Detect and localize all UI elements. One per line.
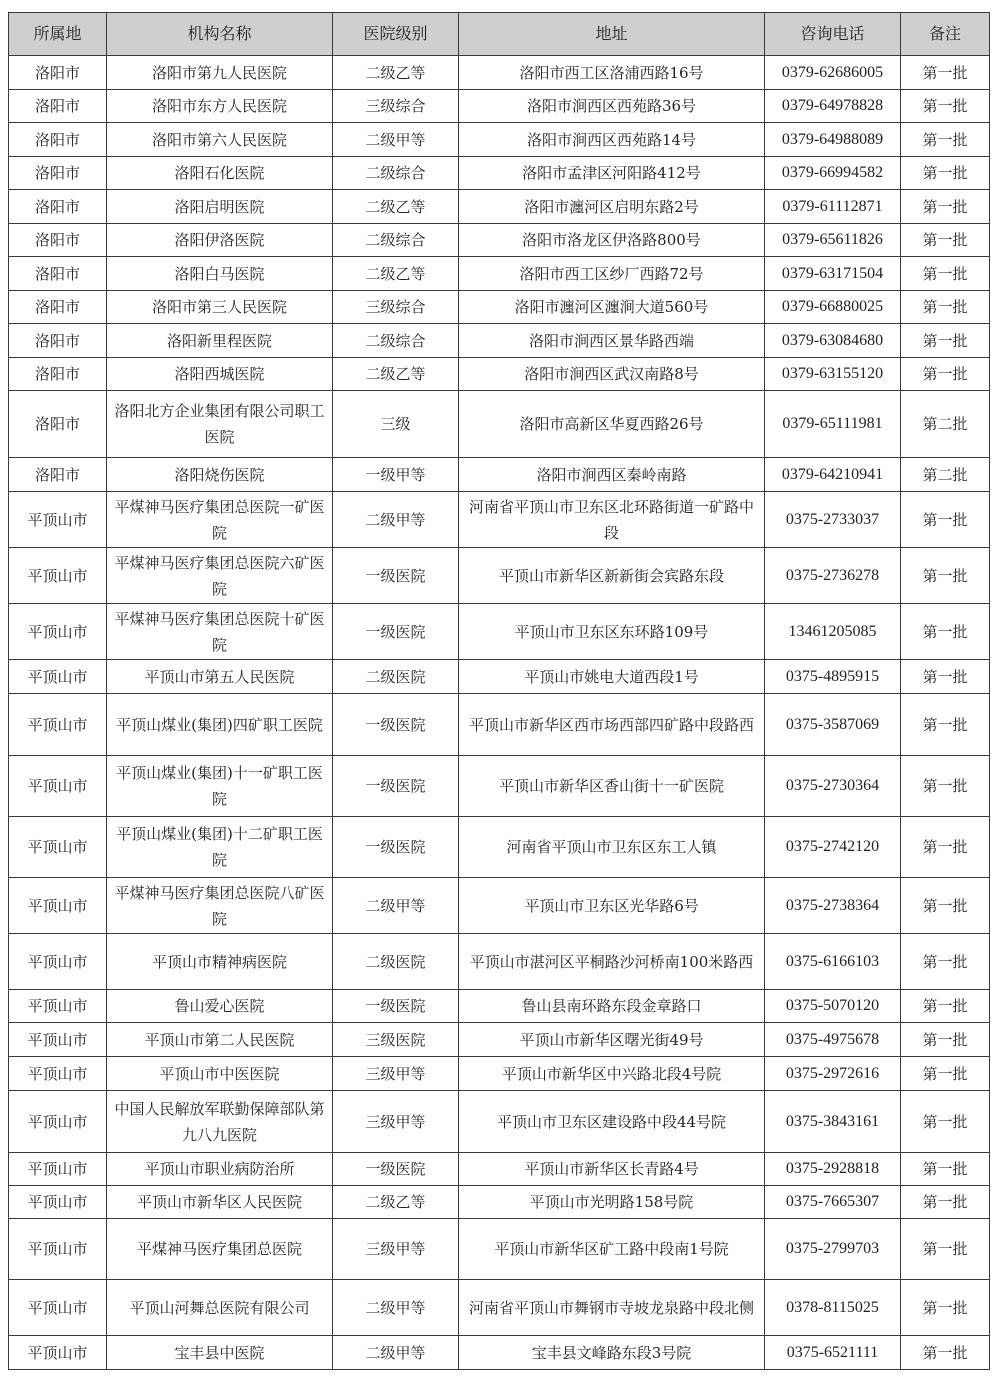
- cell-institution-name: 洛阳石化医院: [107, 157, 333, 190]
- cell-remark: 第一批: [901, 358, 990, 391]
- cell-institution-name: 平顶山市精神病医院: [107, 934, 333, 990]
- header-address: 地址: [459, 13, 765, 56]
- cell-address: 洛阳市涧西区西苑路36号: [459, 90, 765, 123]
- cell-address: 洛阳市涧西区西苑路14号: [459, 123, 765, 157]
- cell-address: 洛阳市高新区华夏西路26号: [459, 391, 765, 458]
- table-row: [9, 358, 990, 391]
- cell-remark: 第一批: [901, 1186, 990, 1219]
- cell-region: 平顶山市: [9, 492, 107, 548]
- cell-region: 平顶山市: [9, 1153, 107, 1186]
- cell-remark: 第一批: [901, 1091, 990, 1153]
- cell-region: 平顶山市: [9, 1280, 107, 1336]
- table-row: [9, 990, 990, 1023]
- cell-institution-name: 洛阳白马医院: [107, 257, 333, 291]
- table-row: [9, 157, 990, 190]
- cell-hospital-level: 二级乙等: [333, 1186, 459, 1219]
- cell-phone: 0375-2738364: [765, 878, 901, 934]
- cell-address: 河南省平顶山市舞钢市寺坡龙泉路中段北侧: [459, 1280, 765, 1336]
- cell-institution-name: 洛阳北方企业集团有限公司职工医院: [107, 391, 333, 458]
- cell-institution-name: 平顶山市第二人民医院: [107, 1023, 333, 1057]
- table-row: [9, 257, 990, 291]
- cell-remark: 第一批: [901, 1336, 990, 1370]
- cell-phone: 0375-4895915: [765, 660, 901, 694]
- cell-hospital-level: 二级甲等: [333, 1280, 459, 1336]
- cell-institution-name: 平煤神马医疗集团总医院十矿医院: [107, 604, 333, 660]
- cell-institution-name: 平顶山市中医医院: [107, 1057, 333, 1091]
- cell-address: 平顶山市新华区西市场西部四矿路中段路西: [459, 694, 765, 756]
- cell-hospital-level: 二级甲等: [333, 1336, 459, 1370]
- cell-region: 洛阳市: [9, 224, 107, 257]
- cell-region: 平顶山市: [9, 694, 107, 756]
- cell-address: 洛阳市西工区纱厂西路72号: [459, 257, 765, 291]
- table-row: [9, 694, 990, 756]
- cell-remark: 第一批: [901, 660, 990, 694]
- cell-address: 平顶山市新华区矿工路中段南1号院: [459, 1219, 765, 1280]
- cell-remark: 第一批: [901, 324, 990, 358]
- cell-hospital-level: 二级甲等: [333, 878, 459, 934]
- cell-hospital-level: 三级甲等: [333, 1057, 459, 1091]
- hospital-list-document: [8, 12, 989, 1370]
- cell-remark: 第一批: [901, 157, 990, 190]
- cell-address: 洛阳市洛龙区伊洛路800号: [459, 224, 765, 257]
- cell-hospital-level: 二级乙等: [333, 56, 459, 90]
- cell-address: 鲁山县南环路东段金章路口: [459, 990, 765, 1023]
- table-row: [9, 1186, 990, 1219]
- cell-phone: 0375-2733037: [765, 492, 901, 548]
- cell-institution-name: 平顶山煤业(集团)十二矿职工医院: [107, 817, 333, 878]
- cell-hospital-level: 一级医院: [333, 694, 459, 756]
- cell-hospital-level: 三级: [333, 391, 459, 458]
- cell-region: 平顶山市: [9, 756, 107, 817]
- table-row: [9, 817, 990, 878]
- cell-region: 洛阳市: [9, 257, 107, 291]
- cell-hospital-level: 二级乙等: [333, 257, 459, 291]
- cell-remark: 第一批: [901, 224, 990, 257]
- cell-phone: 0379-63155120: [765, 358, 901, 391]
- cell-institution-name: 中国人民解放军联勤保障部队第九八九医院: [107, 1091, 333, 1153]
- cell-remark: 第一批: [901, 190, 990, 224]
- cell-remark: 第一批: [901, 878, 990, 934]
- cell-region: 平顶山市: [9, 1186, 107, 1219]
- cell-hospital-level: 一级甲等: [333, 458, 459, 492]
- cell-hospital-level: 二级综合: [333, 324, 459, 358]
- cell-institution-name: 洛阳市第三人民医院: [107, 291, 333, 324]
- cell-phone: 0379-63084680: [765, 324, 901, 358]
- table-row: [9, 458, 990, 492]
- cell-hospital-level: 三级综合: [333, 90, 459, 123]
- table-row: [9, 1091, 990, 1153]
- cell-region: 平顶山市: [9, 878, 107, 934]
- cell-remark: 第二批: [901, 391, 990, 458]
- table-row: [9, 756, 990, 817]
- cell-institution-name: 洛阳西城医院: [107, 358, 333, 391]
- cell-region: 洛阳市: [9, 324, 107, 358]
- cell-region: 洛阳市: [9, 90, 107, 123]
- cell-phone: 0375-2742120: [765, 817, 901, 878]
- cell-phone: 0375-3587069: [765, 694, 901, 756]
- cell-address: 平顶山市新华区中兴路北段4号院: [459, 1057, 765, 1091]
- cell-hospital-level: 一级医院: [333, 1153, 459, 1186]
- cell-phone: 0375-5070120: [765, 990, 901, 1023]
- hospital-table: [8, 12, 990, 1370]
- cell-hospital-level: 三级甲等: [333, 1219, 459, 1280]
- cell-institution-name: 洛阳伊洛医院: [107, 224, 333, 257]
- cell-phone: 0375-6521111: [765, 1336, 901, 1370]
- header-institution-name: 机构名称: [107, 13, 333, 56]
- cell-address: 平顶山市新华区新新街会宾路东段: [459, 548, 765, 604]
- cell-region: 平顶山市: [9, 990, 107, 1023]
- table-row: [9, 1280, 990, 1336]
- cell-address: 平顶山市湛河区平桐路沙河桥南100米路西: [459, 934, 765, 990]
- cell-remark: 第一批: [901, 1023, 990, 1057]
- cell-phone: 0378-8115025: [765, 1280, 901, 1336]
- cell-remark: 第一批: [901, 1057, 990, 1091]
- table-row: [9, 878, 990, 934]
- cell-phone: 0375-3843161: [765, 1091, 901, 1153]
- cell-address: 河南省平顶山市卫东区东工人镇: [459, 817, 765, 878]
- cell-institution-name: 洛阳市第九人民医院: [107, 56, 333, 90]
- cell-institution-name: 平煤神马医疗集团总医院一矿医院: [107, 492, 333, 548]
- cell-address: 洛阳市涧西区秦岭南路: [459, 458, 765, 492]
- cell-institution-name: 平顶山河舞总医院有限公司: [107, 1280, 333, 1336]
- cell-address: 洛阳市涧西区景华路西端: [459, 324, 765, 358]
- cell-region: 平顶山市: [9, 660, 107, 694]
- header-remark: 备注: [901, 13, 990, 56]
- cell-remark: 第一批: [901, 123, 990, 157]
- cell-institution-name: 平煤神马医疗集团总医院八矿医院: [107, 878, 333, 934]
- cell-phone: 0375-2972616: [765, 1057, 901, 1091]
- cell-phone: 0379-66880025: [765, 291, 901, 324]
- table-row: [9, 1336, 990, 1370]
- cell-region: 平顶山市: [9, 1091, 107, 1153]
- cell-phone: 0379-64988089: [765, 123, 901, 157]
- cell-phone: 0379-64978828: [765, 90, 901, 123]
- table-row: [9, 660, 990, 694]
- table-row: [9, 934, 990, 990]
- cell-phone: 0379-66994582: [765, 157, 901, 190]
- cell-address: 平顶山市新华区香山街十一矿医院: [459, 756, 765, 817]
- cell-phone: 0375-2799703: [765, 1219, 901, 1280]
- table-row: [9, 190, 990, 224]
- cell-region: 平顶山市: [9, 1023, 107, 1057]
- header-hospital-level: 医院级别: [333, 13, 459, 56]
- cell-institution-name: 平顶山煤业(集团)四矿职工医院: [107, 694, 333, 756]
- cell-region: 洛阳市: [9, 291, 107, 324]
- cell-address: 平顶山市卫东区建设路中段44号院: [459, 1091, 765, 1153]
- cell-hospital-level: 二级甲等: [333, 123, 459, 157]
- cell-institution-name: 平煤神马医疗集团总医院六矿医院: [107, 548, 333, 604]
- cell-hospital-level: 一级医院: [333, 548, 459, 604]
- cell-phone: 0379-63171504: [765, 257, 901, 291]
- table-row: [9, 1057, 990, 1091]
- cell-institution-name: 鲁山爱心医院: [107, 990, 333, 1023]
- cell-region: 洛阳市: [9, 458, 107, 492]
- cell-phone: 0379-61112871: [765, 190, 901, 224]
- cell-hospital-level: 三级医院: [333, 1023, 459, 1057]
- cell-region: 洛阳市: [9, 123, 107, 157]
- table-row: [9, 548, 990, 604]
- cell-address: 平顶山市卫东区光华路6号: [459, 878, 765, 934]
- cell-address: 洛阳市孟津区河阳路412号: [459, 157, 765, 190]
- cell-hospital-level: 二级医院: [333, 660, 459, 694]
- cell-region: 平顶山市: [9, 817, 107, 878]
- cell-remark: 第一批: [901, 1280, 990, 1336]
- cell-phone: 0379-65611826: [765, 224, 901, 257]
- table-header-row: [9, 13, 990, 56]
- cell-address: 平顶山市姚电大道西段1号: [459, 660, 765, 694]
- cell-hospital-level: 二级综合: [333, 157, 459, 190]
- cell-remark: 第一批: [901, 694, 990, 756]
- cell-remark: 第一批: [901, 492, 990, 548]
- table-row: [9, 123, 990, 157]
- cell-address: 河南省平顶山市卫东区北环路街道一矿路中段: [459, 492, 765, 548]
- cell-hospital-level: 二级综合: [333, 224, 459, 257]
- cell-region: 平顶山市: [9, 1336, 107, 1370]
- table-row: [9, 324, 990, 358]
- table-row: [9, 224, 990, 257]
- cell-address: 宝丰县文峰路东段3号院: [459, 1336, 765, 1370]
- cell-institution-name: 平顶山市新华区人民医院: [107, 1186, 333, 1219]
- cell-address: 平顶山市光明路158号院: [459, 1186, 765, 1219]
- cell-hospital-level: 三级综合: [333, 291, 459, 324]
- cell-institution-name: 平顶山市职业病防治所: [107, 1153, 333, 1186]
- cell-phone: 0379-62686005: [765, 56, 901, 90]
- cell-remark: 第一批: [901, 90, 990, 123]
- table-row: [9, 391, 990, 458]
- cell-region: 洛阳市: [9, 358, 107, 391]
- cell-hospital-level: 二级甲等: [333, 492, 459, 548]
- cell-phone: 0375-2928818: [765, 1153, 901, 1186]
- table-row: [9, 1219, 990, 1280]
- cell-hospital-level: 一级医院: [333, 990, 459, 1023]
- cell-institution-name: 洛阳新里程医院: [107, 324, 333, 358]
- cell-institution-name: 洛阳烧伤医院: [107, 458, 333, 492]
- cell-region: 平顶山市: [9, 604, 107, 660]
- header-region: 所属地: [9, 13, 107, 56]
- cell-address: 洛阳市瀍河区瀍涧大道560号: [459, 291, 765, 324]
- table-row: [9, 1153, 990, 1186]
- cell-remark: 第一批: [901, 990, 990, 1023]
- cell-remark: 第一批: [901, 1153, 990, 1186]
- cell-region: 洛阳市: [9, 391, 107, 458]
- cell-phone: 0379-64210941: [765, 458, 901, 492]
- cell-remark: 第一批: [901, 934, 990, 990]
- cell-region: 平顶山市: [9, 1219, 107, 1280]
- header-phone: 咨询电话: [765, 13, 901, 56]
- cell-address: 洛阳市涧西区武汉南路8号: [459, 358, 765, 391]
- cell-phone: 0375-7665307: [765, 1186, 901, 1219]
- cell-remark: 第一批: [901, 817, 990, 878]
- cell-remark: 第一批: [901, 756, 990, 817]
- cell-remark: 第一批: [901, 548, 990, 604]
- cell-remark: 第一批: [901, 56, 990, 90]
- cell-hospital-level: 一级医院: [333, 817, 459, 878]
- table-row: [9, 291, 990, 324]
- cell-remark: 第一批: [901, 604, 990, 660]
- table-row: [9, 604, 990, 660]
- cell-address: 平顶山市卫东区东环路109号: [459, 604, 765, 660]
- cell-hospital-level: 二级乙等: [333, 358, 459, 391]
- cell-region: 平顶山市: [9, 1057, 107, 1091]
- cell-address: 平顶山市新华区曙光街49号: [459, 1023, 765, 1057]
- cell-institution-name: 洛阳启明医院: [107, 190, 333, 224]
- cell-phone: 13461205085: [765, 604, 901, 660]
- cell-phone: 0375-2730364: [765, 756, 901, 817]
- table-row: [9, 56, 990, 90]
- cell-hospital-level: 二级医院: [333, 934, 459, 990]
- table-row: [9, 492, 990, 548]
- cell-region: 洛阳市: [9, 157, 107, 190]
- cell-region: 平顶山市: [9, 548, 107, 604]
- cell-institution-name: 洛阳市第六人民医院: [107, 123, 333, 157]
- cell-phone: 0375-6166103: [765, 934, 901, 990]
- cell-phone: 0375-4975678: [765, 1023, 901, 1057]
- cell-address: 洛阳市瀍河区启明东路2号: [459, 190, 765, 224]
- cell-institution-name: 洛阳市东方人民医院: [107, 90, 333, 123]
- cell-remark: 第一批: [901, 257, 990, 291]
- cell-hospital-level: 一级医院: [333, 756, 459, 817]
- cell-phone: 0375-2736278: [765, 548, 901, 604]
- cell-phone: 0379-65111981: [765, 391, 901, 458]
- cell-institution-name: 平顶山煤业(集团)十一矿职工医院: [107, 756, 333, 817]
- cell-address: 洛阳市西工区洛浦西路16号: [459, 56, 765, 90]
- table-row: [9, 90, 990, 123]
- cell-hospital-level: 二级乙等: [333, 190, 459, 224]
- cell-address: 平顶山市新华区长青路4号: [459, 1153, 765, 1186]
- table-row: [9, 1023, 990, 1057]
- cell-institution-name: 宝丰县中医院: [107, 1336, 333, 1370]
- cell-remark: 第二批: [901, 458, 990, 492]
- cell-institution-name: 平煤神马医疗集团总医院: [107, 1219, 333, 1280]
- cell-region: 平顶山市: [9, 934, 107, 990]
- cell-hospital-level: 三级甲等: [333, 1091, 459, 1153]
- cell-region: 洛阳市: [9, 56, 107, 90]
- cell-region: 洛阳市: [9, 190, 107, 224]
- cell-institution-name: 平顶山市第五人民医院: [107, 660, 333, 694]
- cell-remark: 第一批: [901, 291, 990, 324]
- cell-remark: 第一批: [901, 1219, 990, 1280]
- cell-hospital-level: 一级医院: [333, 604, 459, 660]
